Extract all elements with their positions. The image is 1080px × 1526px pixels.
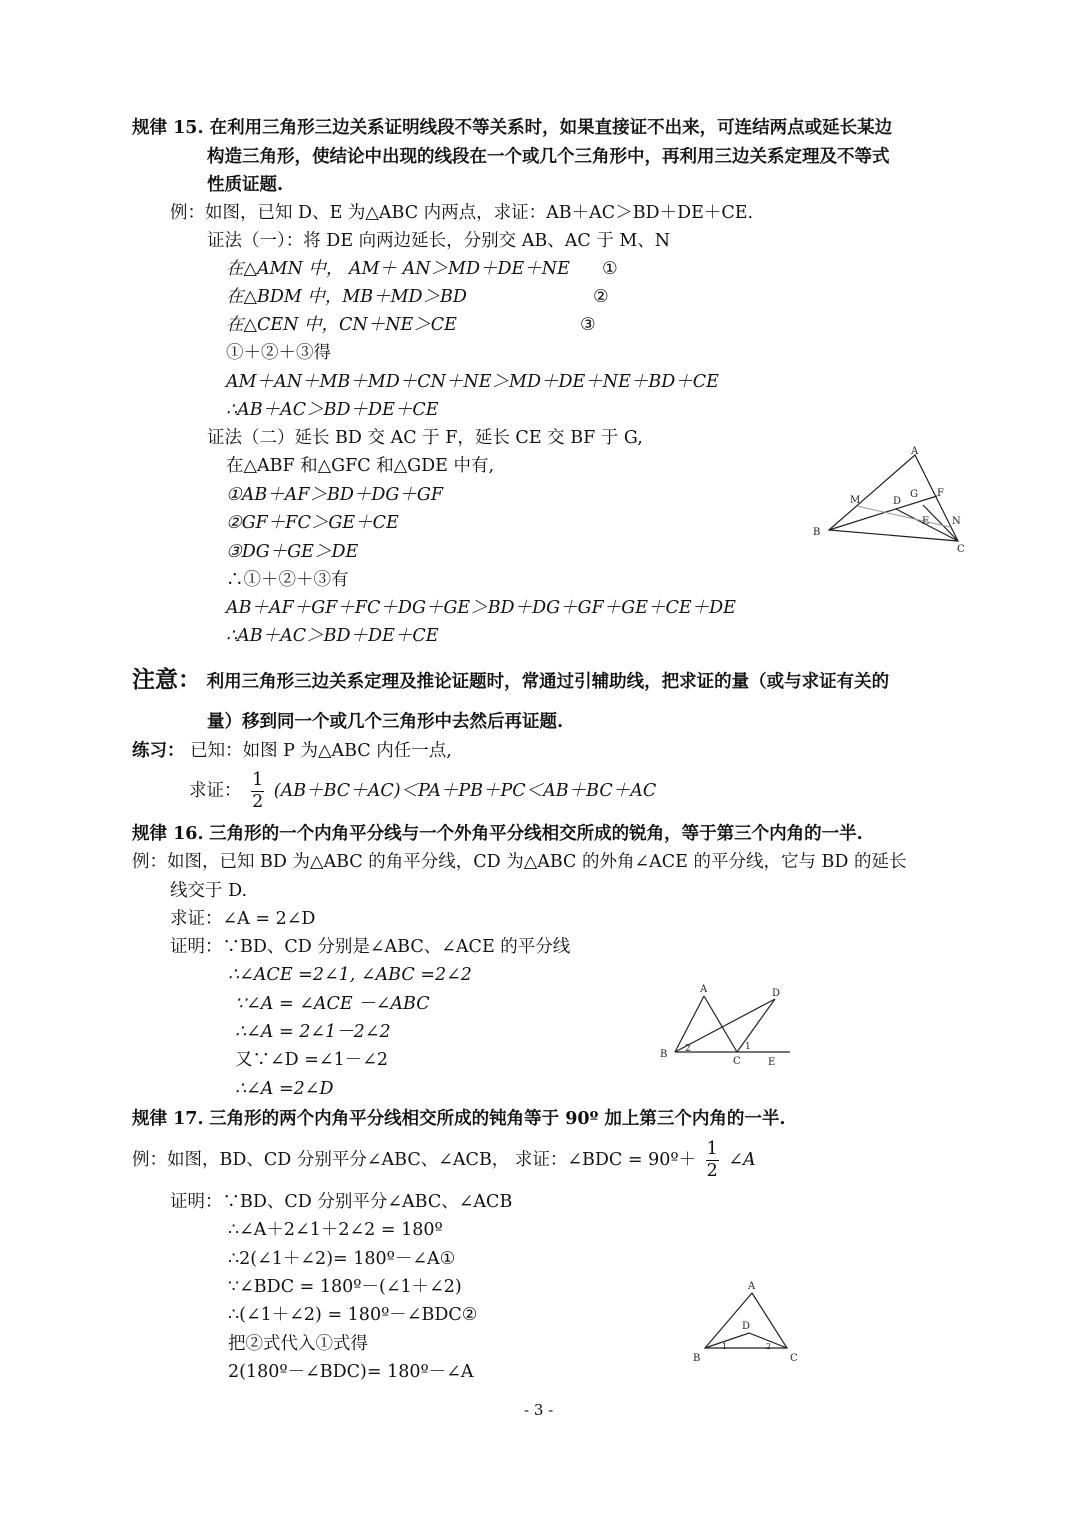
rule17-fraction-numerator: 1 [706,1139,718,1159]
practice-prove-label: 求证： [189,781,242,801]
label-b: B [660,1049,668,1060]
segment-bf [829,496,937,530]
label-b: B [813,527,821,538]
rule15-m2-step4: ③DG＋GE＞DE [226,542,359,562]
rule15-m1-step3-mark: ③ [580,315,596,335]
rule15-m1-step6: ∴AB＋AC＞BD＋DE＋CE [226,400,439,420]
rule16-figure [655,980,800,1070]
rule15-m1-step2: 在△BDM 中，MB＋MD＞BD [226,287,467,307]
rule15-m1-step1-mark: ① [602,259,618,279]
rule17-proof-5: ∴(∠1＋∠2) = 180º－∠BDC② [228,1305,478,1325]
rule17-example-post: ∠A [728,1150,756,1170]
rule16-example-line1: 例：如图，已知 BD 为△ABC 的角平分线，CD 为△ABC 的外角∠ACE 的平分线，它与 BD 的延长 [132,852,907,872]
rule17-figure [685,1275,810,1367]
label-d: D [893,496,902,507]
rule17-fraction-denominator: 2 [706,1161,718,1181]
rule16-example-line2: 线交于 D. [170,881,248,901]
rule15-heading [132,116,892,140]
rule17-title: 规律 17. [132,1109,204,1129]
segment-cd [737,999,775,1052]
note-line1: 利用三角形三边关系定理及推论证题时，常通过引辅助线，把求证的量（或与求证有关的 [206,672,890,692]
page-number: - 3 - [524,1401,554,1419]
rule17-proof-4: ∵∠BDC = 180º－(∠1＋∠2) [228,1277,462,1297]
note-title: 注意： [132,666,201,693]
rule15-m1-step5: AM＋AN＋MB＋MD＋CN＋NE＞MD＋DE＋NE＋BD＋CE [226,372,719,392]
rule15-example: 例：如图，已知 D、E 为△ABC 内两点，求证：AB＋AC＞BD＋DE＋CE. [170,203,754,223]
label-b: B [693,1353,701,1364]
label-a: A [700,984,708,995]
rule15-text-line3: 性质证题. [207,175,284,195]
rule15-text-line2: 构造三角形，使结论中出现的线段在一个或几个三角形中，再利用三边关系定理及不等式 [207,147,890,167]
note-line2: 量）移到同一个或几个三角形中去然后再证题. [207,712,564,732]
rule17-proof-1: 证明：∵BD、CD 分别平分∠ABC、∠ACB [170,1192,513,1212]
rule15-title: 规律 15. [132,118,204,138]
practice-text: 已知：如图 P 为△ABC 内任一点, [190,741,452,761]
angle-2-label: 2 [766,1342,772,1351]
rule15-method1-intro: 证法（一）：将 DE 向两边延长，分别交 AB、AC 于 M、N [207,231,671,251]
rule17-example-pre: 例：如图，BD、CD 分别平分∠ABC、∠ACB， 求证：∠BDC = 90º＋ [132,1150,697,1170]
rule16-title: 规律 16. [132,824,204,844]
rule17-example [132,1136,756,1184]
rule15-m1-step1: 在△AMN 中， AM＋ AN＞MD＋DE＋NE [226,259,570,279]
angle-2-label: 2 [685,1044,691,1054]
label-f: F [937,488,944,499]
rule15-m2-step7: ∴AB＋AC＞BD＋DE＋CE [226,626,439,646]
rule16-text: 三角形的一个内角平分线与一个外角平分线相交所成的锐角，等于第三个内角的一半. [209,824,863,844]
label-n: N [952,516,961,527]
angle-1-label: 1 [722,1342,728,1351]
rule17-proof-6: 把②式代入①式得 [228,1334,368,1354]
bisectors-bd-cd [705,1333,787,1348]
rule15-m1-step2-mark: ② [593,287,609,307]
rule15-m2-step5: ∴①＋②＋③有 [226,570,349,590]
rule17-proof-3: ∴2(∠1＋∠2)= 180º－∠A① [228,1249,456,1269]
rule15-triangle-figure [805,443,980,558]
practice-prove [189,767,656,815]
rule17-proof-7: 2(180º－∠BDC)= 180º－∠A [228,1362,474,1382]
rule15-m2-step1: 在△ABF 和△GFC 和△GDE 中有, [226,456,495,476]
rule16-proof-2: ∴∠ACE =2∠1, ∠ABC =2∠2 [228,965,472,985]
rule15-m2-step3: ②GF＋FC＞GE＋CE [226,513,399,533]
practice-label: 练习： [132,741,185,761]
rule15-method2-intro: 证法（二）延长 BD 交 AC 于 F，延长 CE 交 BF 于 G, [207,428,643,448]
fraction-denominator: 2 [252,792,264,812]
rule16-heading [132,822,863,846]
angle-1-label: 1 [745,1042,751,1052]
label-c: C [790,1353,798,1364]
rule16-proof-5: 又∵∠D =∠1－∠2 [235,1050,389,1070]
rule15-m2-step2: ①AB＋AF＞BD＋DG＋GF [226,485,443,505]
label-g: G [910,489,918,500]
rule16-proof-1: 证明：∵BD、CD 分别是∠ABC、∠ACE 的平分线 [170,937,571,957]
rule15-m1-step3: 在△CEN 中，CN＋NE＞CE [226,315,457,335]
fraction-numerator: 1 [252,770,264,790]
rule16-proof-4: ∴∠A = 2∠1－2∠2 [235,1022,391,1042]
rule15-text-line1: 在利用三角形三边关系证明线段不等关系时，如果直接证不出来，可连结两点或延长某边 [209,118,893,138]
rule15-m1-step4: ①＋②＋③得 [226,343,331,363]
label-c: C [733,1056,741,1067]
label-e: E [768,1057,776,1068]
label-a: A [911,446,919,457]
label-a: A [748,1281,756,1292]
segment-ac [704,996,737,1052]
rule15-m2-step6: AB＋AF＋GF＋FC＋DG＋GE＞BD＋DG＋GF＋GE＋CE＋DE [226,598,736,618]
label-e: E [922,516,930,527]
practice-prove-text: (AB＋BC＋AC)＜PA＋PB＋PC＜AB＋BC＋AC [273,781,657,801]
label-d: D [742,1321,751,1332]
rule17-text: 三角形的两个内角平分线相交所成的钝角等于 90º 加上第三个内角的一半. [209,1109,786,1129]
rule17-proof-2: ∴∠A＋2∠1＋2∠2 = 180º [228,1220,443,1240]
rule16-proof-3: ∵∠A = ∠ACE －∠ABC [235,994,430,1014]
rule16-proof-6: ∴∠A =2∠D [235,1079,334,1099]
rule17-fraction [706,1139,719,1182]
rule17-heading [132,1107,786,1131]
label-c: C [957,544,965,555]
note-heading [132,668,889,694]
fraction-one-half [251,770,264,813]
practice-line [132,739,452,763]
rule16-prove: 求证：∠A = 2∠D [170,909,316,929]
label-m: M [850,495,861,506]
label-d: D [772,988,781,999]
